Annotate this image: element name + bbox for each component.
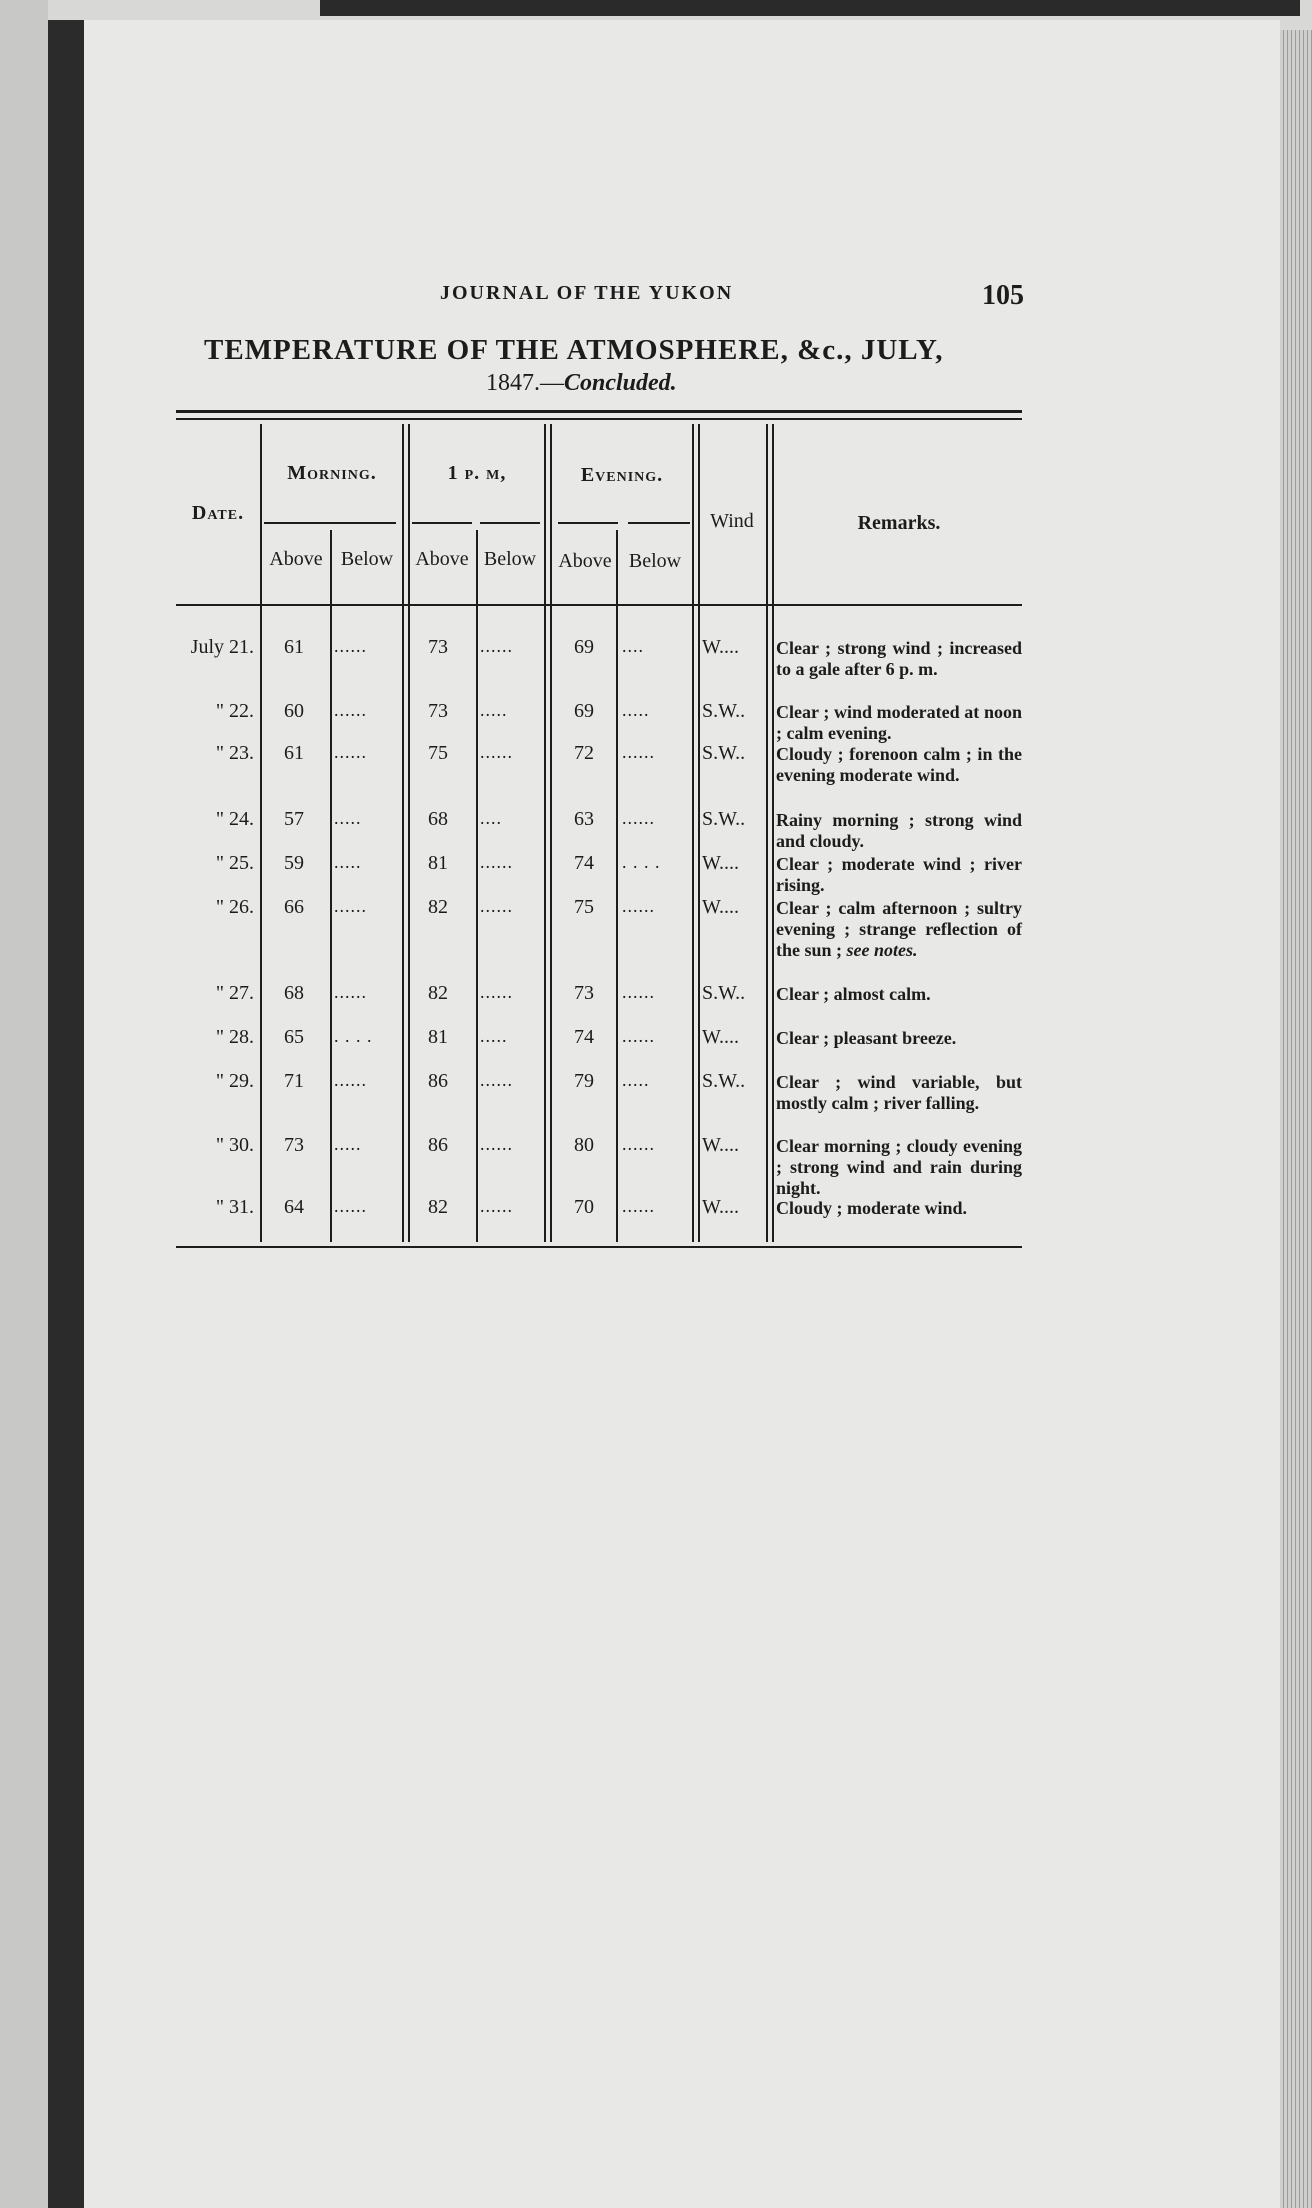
cell-date: " 29. — [215, 1070, 254, 1092]
col-rule-wind — [766, 424, 768, 1242]
cell-p-above: 82 — [428, 896, 448, 918]
cell-p-above: 73 — [428, 636, 448, 658]
cell-m-above: 61 — [284, 742, 304, 764]
cell-e-below: ...... — [622, 808, 655, 828]
cell-date: " 26. — [215, 896, 254, 918]
cell-p-above: 73 — [428, 700, 448, 722]
col-rule-pm-mid — [476, 530, 478, 1242]
cell-p-below: ...... — [480, 1070, 513, 1090]
cell-wind: S.W.. — [702, 700, 746, 722]
header-date: Date. — [191, 502, 245, 524]
cell-p-below: ...... — [480, 896, 513, 916]
cell-p-below: ...... — [480, 1134, 513, 1154]
cell-wind: W.... — [702, 852, 740, 874]
cell-p-above: 68 — [428, 808, 448, 830]
cell-e-above: 79 — [574, 1070, 594, 1092]
cell-date: " 25. — [215, 852, 254, 874]
header-evening-below: Below — [628, 550, 682, 572]
cell-wind: S.W.. — [702, 742, 746, 764]
cell-e-above: 74 — [574, 1026, 594, 1048]
cell-wind: W.... — [702, 636, 740, 658]
pm-group-rule — [412, 522, 472, 524]
header-one-pm: 1 p. m, — [447, 462, 507, 484]
header-pm-above: Above — [415, 548, 469, 570]
cell-e-above: 69 — [574, 700, 594, 722]
col-rule-evening — [692, 424, 694, 1242]
cell-date: " 24. — [215, 808, 254, 830]
pm-group-rule-2 — [480, 522, 540, 524]
col-rule-date — [260, 424, 262, 1242]
cell-wind: S.W.. — [702, 808, 746, 830]
cell-remarks: Clear ; strong wind ; increased to a gale after 6 p. m. — [776, 638, 1022, 679]
cell-remarks: Clear ; almost calm. — [776, 984, 931, 1004]
cell-p-below: ...... — [480, 636, 513, 656]
header-morning: Morning. — [287, 462, 377, 484]
cell-remarks: Clear ; pleasant breeze. — [776, 1028, 957, 1048]
cell-p-above: 81 — [428, 852, 448, 874]
page-edges — [1280, 30, 1312, 2208]
cell-e-above: 69 — [574, 636, 594, 658]
evening-group-rule-2 — [628, 522, 690, 524]
cell-e-above: 80 — [574, 1134, 594, 1156]
cell-e-above: 73 — [574, 982, 594, 1004]
header-remarks: Remarks. — [857, 512, 941, 534]
top-rule — [176, 410, 1022, 413]
cell-wind: W.... — [702, 1196, 740, 1218]
cell-date: " 30. — [215, 1134, 254, 1156]
col-rule-morning-b — [408, 424, 410, 1242]
cell-m-above: 61 — [284, 636, 304, 658]
page-number: 105 — [982, 280, 1024, 311]
cell-remarks: Clear ; wind variable, but mostly calm ; river falling. — [776, 1072, 1022, 1113]
cell-p-above: 81 — [428, 1026, 448, 1048]
cell-m-above: 71 — [284, 1070, 304, 1092]
cell-remarks: Cloudy ; moderate wind. — [776, 1198, 968, 1218]
header-evening-above: Above — [558, 550, 612, 572]
cell-m-above: 66 — [284, 896, 304, 918]
cell-date: July 21. — [190, 636, 254, 658]
cell-date: " 23. — [215, 742, 254, 764]
cell-p-below: ..... — [480, 1026, 508, 1046]
cell-e-below: ...... — [622, 1134, 655, 1154]
cell-m-above: 59 — [284, 852, 304, 874]
cell-e-below: ...... — [622, 1026, 655, 1046]
cell-m-below: ...... — [334, 636, 367, 656]
cell-p-above: 86 — [428, 1134, 448, 1156]
cell-p-above: 82 — [428, 1196, 448, 1218]
table-subtitle: 1847.—Concluded. — [486, 370, 677, 396]
cell-date: " 31. — [215, 1196, 254, 1218]
cell-remarks: Cloudy ; forenoon calm ; in the evening moderate wind. — [776, 744, 1022, 785]
cell-p-below: .... — [480, 808, 502, 828]
cell-p-below: ...... — [480, 982, 513, 1002]
cell-m-below: ...... — [334, 1196, 367, 1216]
running-head: JOURNAL OF THE YUKON — [440, 282, 734, 304]
cell-p-above: 82 — [428, 982, 448, 1004]
cell-e-above: 75 — [574, 896, 594, 918]
evening-group-rule — [558, 522, 618, 524]
cell-m-below: ...... — [334, 700, 367, 720]
col-rule-pm-b — [550, 424, 552, 1242]
bottom-rule — [176, 1246, 1022, 1248]
cell-p-below: ...... — [480, 852, 513, 872]
header-pm-below: Below — [483, 548, 537, 570]
cell-p-above: 75 — [428, 742, 448, 764]
cell-m-below: ..... — [334, 1134, 362, 1154]
book-spine — [48, 20, 84, 2208]
table-title: TEMPERATURE OF THE ATMOSPHERE, &c., JULY, — [204, 334, 944, 366]
cell-e-above: 72 — [574, 742, 594, 764]
header-morning-below: Below — [340, 548, 394, 570]
cell-e-below: ..... — [622, 700, 650, 720]
cell-m-below: ...... — [334, 896, 367, 916]
cell-m-above: 60 — [284, 700, 304, 722]
col-rule-morning-mid — [330, 530, 332, 1242]
cell-remarks: Clear ; calm afternoon ; sultry evening ; strange reflection of the sun ; see notes. — [776, 898, 1022, 960]
header-evening: Evening. — [580, 464, 664, 486]
scan-left-margin — [0, 0, 48, 2208]
cell-m-above: 64 — [284, 1196, 304, 1218]
cell-p-below: ..... — [480, 700, 508, 720]
cell-p-below: ...... — [480, 1196, 513, 1216]
cell-p-below: ...... — [480, 742, 513, 762]
col-rule-morning — [402, 424, 404, 1242]
cell-m-below: ...... — [334, 1070, 367, 1090]
cell-e-above: 70 — [574, 1196, 594, 1218]
morning-group-rule — [264, 522, 334, 524]
col-rule-evening-mid — [616, 530, 618, 1242]
cell-e-below: ..... — [622, 1070, 650, 1090]
cell-m-below: ..... — [334, 852, 362, 872]
cell-remarks: Rainy morning ; strong wind and cloudy. — [776, 810, 1022, 851]
cell-m-below: ..... — [334, 808, 362, 828]
col-rule-evening-b — [698, 424, 700, 1242]
header-bottom-rule — [176, 604, 1022, 606]
cell-remarks: Clear ; wind moderated at noon ; calm evening. — [776, 702, 1022, 743]
cell-m-below: ...... — [334, 982, 367, 1002]
cell-e-above: 74 — [574, 852, 594, 874]
remark-note: see notes. — [846, 940, 918, 960]
cell-m-above: 57 — [284, 808, 304, 830]
col-rule-wind-b — [772, 424, 774, 1242]
header-wind: Wind — [710, 510, 754, 532]
cell-p-above: 86 — [428, 1070, 448, 1092]
cell-wind: W.... — [702, 896, 740, 918]
cell-wind: S.W.. — [702, 982, 746, 1004]
cell-e-below: ...... — [622, 982, 655, 1002]
cell-remarks: Clear morning ; cloudy evening ; strong wind and rain during night. — [776, 1136, 1022, 1198]
col-rule-pm — [544, 424, 546, 1242]
cell-e-below: ...... — [622, 742, 655, 762]
scan-top-shadow — [320, 0, 1300, 16]
morning-group-rule-2 — [334, 522, 396, 524]
cell-m-below: . . . . — [334, 1026, 373, 1046]
header-morning-above: Above — [269, 548, 323, 570]
cell-e-below: .... — [622, 636, 644, 656]
cell-wind: S.W.. — [702, 1070, 746, 1092]
top-rule-inner — [176, 418, 1022, 420]
cell-m-above: 68 — [284, 982, 304, 1004]
cell-m-above: 65 — [284, 1026, 304, 1048]
cell-m-above: 73 — [284, 1134, 304, 1156]
cell-date: " 27. — [215, 982, 254, 1004]
cell-wind: W.... — [702, 1134, 740, 1156]
cell-remarks: Clear ; moderate wind ; river rising. — [776, 854, 1022, 895]
cell-date: " 28. — [215, 1026, 254, 1048]
cell-m-below: ...... — [334, 742, 367, 762]
cell-wind: W.... — [702, 1026, 740, 1048]
cell-e-below: ...... — [622, 1196, 655, 1216]
cell-date: " 22. — [215, 700, 254, 722]
cell-e-below: . . . . — [622, 852, 661, 872]
cell-e-above: 63 — [574, 808, 594, 830]
cell-e-below: ...... — [622, 896, 655, 916]
